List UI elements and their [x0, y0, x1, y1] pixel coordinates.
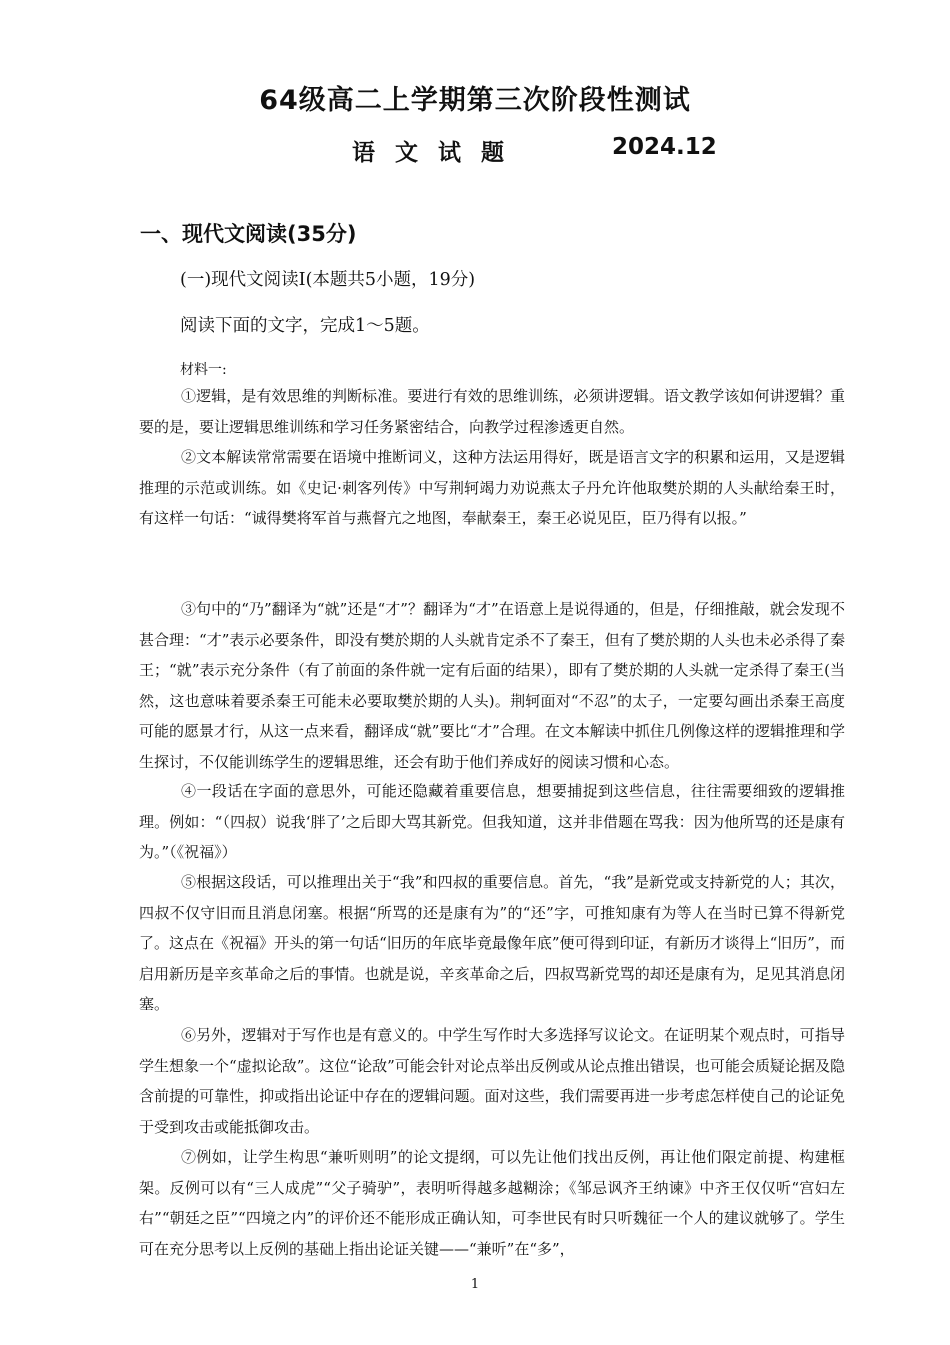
paragraph-3: ③句中的“乃”翻译为“就”还是“才”？翻译为“才”在语意上是说得通的，但是，仔细推敲，就会发现不甚合理：“才”表示必要条件，即没有樊於期的人头就肯定杀不了秦王，但有了樊於期的人头也未必杀得了秦王；“就”表示充分条件（有了前面的条件就一定有后面的结果），即有了樊於期的人头就一定杀得了秦王(当然，这也意味着要杀秦王可能未必要取樊於期的人头)。荆轲面对“不忍”的太子，一定要勾画出杀秦王高度可能的愿景才行，从这一点来看，翻译成“就”要比“才”合理。在文本解读中抓住几例像这样的逻辑推理和学生探讨，不仅能训练学生的逻辑思维，还会有助于他们养成好的阅读习惯和心态。 — [139, 600, 845, 771]
subsection-heading: (一)现代文阅读Ⅰ(本题共5小题，19分) — [180, 270, 476, 290]
paragraph-2: ②文本解读常常需要在语境中推断词义，这种方法运用得好，既是语言文字的积累和运用，又是逻辑推理的示范或训练。如《史记·刺客列传》中写荆轲竭力劝说燕太子丹允许他取樊於期的人头献给秦王时，有这样一句话：“诚得樊将军首与燕督亢之地图，奉献秦王，秦王必说见臣，臣乃得有以报。” — [139, 448, 845, 527]
section-heading: 一、现代文阅读(35分) — [140, 222, 357, 246]
paragraph-1: ①逻辑，是有效思维的判断标准。要进行有效的思维训练，必须讲逻辑。语文教学该如何讲逻辑？重要的是，要让逻辑思维训练和学习任务紧密结合，向教学过程渗透更自然。 — [139, 387, 845, 436]
subject-label: 语文试题 — [352, 140, 524, 166]
paragraph-6: ⑥另外，逻辑对于写作也是有意义的。中学生写作时大多选择写议论文。在证明某个观点时，可指导学生想象一个“虚拟论敌”。这位“论敌”可能会针对论点举出反例或从论点推出错误，也可能会质疑论据及隐含前提的可靠性，抑或指出论证中存在的逻辑问题。面对这些，我们需要再进一步考虑怎样使自己的论证免于受到攻击或能抵御攻击。 — [139, 1026, 845, 1136]
paragraph-5: ⑤根据这段话，可以推理出关于“我”和四叔的重要信息。首先，“我”是新党或支持新党的人；其次，四叔不仅守旧而且消息闭塞。根据“所骂的还是康有为”的“还”字，可推知康有为等人在当时已算不得新党了。这点在《祝福》开头的第一句话“旧历的年底毕竟最像年底”便可得到印证，有新历才谈得上“旧历”，而启用新历是辛亥革命之后的事情。也就是说，辛亥革命之后，四叔骂新党骂的却还是康有为，足见其消息闭塞。 — [139, 873, 845, 1013]
reading-instruction: 阅读下面的文字，完成1～5题。 — [180, 316, 430, 336]
exam-title: 64级高二上学期第三次阶段性测试 — [259, 85, 691, 116]
paragraph-7: ⑦例如，让学生构思“兼听则明”的论文提纲，可以先让他们找出反例，再让他们限定前提、构建框架。反例可以有“三人成虎”“父子骑驴”，表明听得越多越糊涂；《邹忌讽齐王纳谏》中齐王仅仅听“宫妇左右”“朝廷之臣”“四境之内”的评价还不能形成正确认知，可李世民有时只听魏征一个人的建议就够了。学生可在充分思考以上反例的基础上指出论证关键——“兼听”在“多”， — [139, 1148, 845, 1258]
page-number: 1 — [470, 1277, 480, 1292]
exam-date: 2024.12 — [612, 134, 717, 160]
material-label: 材料一: — [180, 362, 227, 378]
exam-subtitle — [352, 134, 717, 167]
paragraph-4: ④一段话在字面的意思外，可能还隐藏着重要信息，想要捕捉到这些信息，往往需要细致的逻辑推理。例如：“（四叔）说我‘胖了’之后即大骂其新党。但我知道，这并非借题在骂我：因为他所骂的还是康有为。”（《祝福》） — [139, 782, 845, 861]
